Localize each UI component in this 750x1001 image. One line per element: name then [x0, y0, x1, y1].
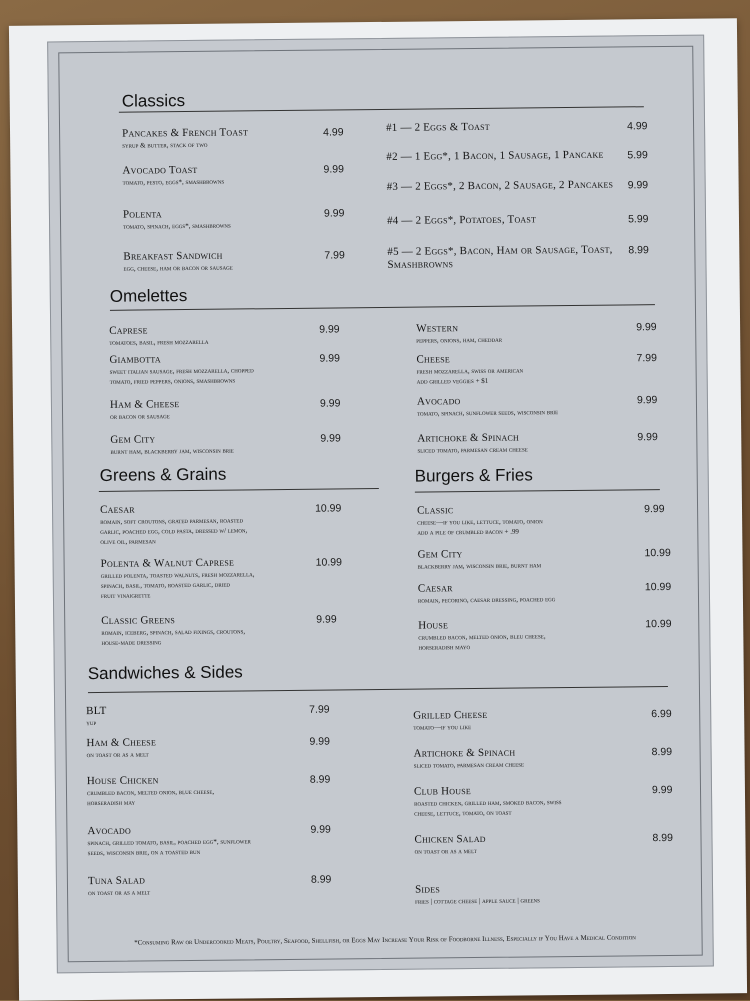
menu-content — [48, 36, 713, 973]
menu-item-name: Club House — [413, 785, 471, 798]
menu-item-price: 9.99 — [323, 207, 345, 220]
menu-item-price: 10.99 — [315, 556, 342, 569]
menu-item-description: tomato—if you like — [413, 723, 472, 732]
menu-item — [86, 703, 299, 728]
menu-item-price: 5.99 — [627, 213, 649, 226]
menu-item-description: horseradish may — [87, 798, 136, 808]
menu-item-description: syrup & butter, stack of two — [122, 140, 208, 150]
section-title-omelettes: Omelettes — [109, 286, 188, 306]
menu-item-description: tomato, spinach, eggs*, smashbrowns — [123, 221, 231, 231]
menu-item-name: Polenta — [122, 208, 162, 221]
menu-item — [414, 783, 642, 818]
menu-item-name: Tuna Salad — [87, 874, 146, 888]
menu-item-name: Artichoke & Spinach — [413, 746, 516, 760]
menu-item — [87, 773, 300, 808]
menu-item-description: yup — [86, 718, 97, 728]
menu-item-price: 9.99 — [636, 321, 657, 334]
menu-item — [86, 735, 299, 760]
menu-item-name: Chicken Salad — [414, 832, 486, 846]
menu-item-name: Cheese — [416, 353, 450, 366]
menu-item — [417, 546, 634, 571]
menu-item — [109, 352, 309, 387]
menu-item-description: sliced tomato, parmesan cream cheese — [413, 760, 525, 770]
menu-item-price: 6.99 — [651, 707, 672, 721]
menu-item-name: Pancakes & French Toast — [122, 126, 249, 140]
menu-item — [122, 126, 313, 151]
menu-item — [123, 207, 314, 232]
menu-item-price: 10.99 — [314, 502, 342, 515]
menu-item-name: Caesar — [417, 582, 453, 595]
menu-item-description: tomato, fried peppers, onions, smashbrowns — [109, 376, 236, 386]
menu-item — [414, 745, 642, 770]
menu-item-name: Avocado — [87, 824, 132, 838]
menu-item — [386, 120, 617, 135]
menu-item-description: crumbled bacon, melted onion, bleu cheese, — [418, 632, 546, 642]
menu-item — [387, 243, 618, 271]
menu-item-description: tomato, spinach, sunflower seeds, wisconsin brie — [417, 408, 559, 418]
menu-item-description: spinach, basil, tomato, roasted garlic, dried — [100, 580, 231, 590]
rule-omelettes — [110, 304, 655, 311]
menu-item — [101, 613, 306, 648]
menu-item-name: #5 — 2 Eggs*, Bacon, Ham or Sausage, Toast, — [387, 243, 613, 258]
menu-item-name: Classic — [417, 504, 454, 517]
menu-item — [87, 823, 300, 858]
menu-item-name: Classic Greens — [101, 614, 176, 627]
menu-item-description: sweet italian sausage, fresh mozzarella, chopped — [109, 366, 254, 376]
rule-burgers — [415, 489, 660, 493]
menu-item-name: Breakfast Sandwich — [123, 249, 223, 263]
menu-item-price: 9.99 — [323, 163, 344, 176]
menu-item — [386, 149, 617, 164]
menu-item-price: 8.99 — [651, 745, 673, 759]
menu-item-price: 9.99 — [320, 432, 341, 445]
section-title-classics: Classics — [121, 91, 186, 111]
menu-item-price: 10.99 — [644, 580, 672, 594]
menu-item — [418, 617, 635, 652]
menu-item-price: 10.99 — [645, 617, 672, 631]
menu-item-price: 9.99 — [644, 503, 665, 516]
rule-greens — [99, 488, 379, 492]
menu-item-price: 9.99 — [319, 352, 340, 365]
menu-item-description: on toast or as a melt — [88, 888, 151, 898]
menu-item-description: tomato, pesto, eggs*, smashbrowns — [122, 177, 225, 187]
menu-item-description: garlic, poached egg, cold pasta, dressed w/ lemon, — [100, 526, 248, 536]
menu-item-name: Giambotta — [109, 353, 161, 366]
menu-item-name: Polenta & Walnut Caprese — [100, 556, 235, 570]
menu-item — [88, 873, 301, 898]
menu-item-price: 7.99 — [324, 249, 345, 262]
menu-item — [416, 351, 626, 386]
menu-item-price: 9.99 — [627, 179, 649, 192]
menu-item — [110, 432, 310, 457]
menu-item-name: House — [418, 619, 449, 632]
menu-item-name: Artichoke & Spinach — [417, 431, 520, 445]
menu-item-price: 8.99 — [628, 244, 649, 257]
section-title-burgers: Burgers & Fries — [414, 465, 533, 486]
menu-item — [417, 393, 627, 418]
menu-item-name: Ham & Cheese — [86, 736, 157, 750]
menu-item-description: house-made dressing — [101, 638, 162, 647]
menu-item-name: #2 — 1 Egg*, 1 Bacon, 1 Sausage, 1 Pancake — [386, 148, 604, 163]
menu-item-name: Western — [416, 322, 459, 335]
menu-item-price: 9.99 — [637, 431, 658, 444]
menu-item-description: fruit vinaigrette — [100, 591, 151, 600]
menu-item-description: seeds, wisconsin brie, on a toasted bun — [87, 847, 201, 858]
rule-classics — [119, 106, 644, 112]
menu-item-description: egg, cheese, ham or bacon or sausage — [123, 263, 233, 273]
menu-item — [387, 178, 618, 193]
menu-item-description: romain, pecorino, caesar dressing, poached egg — [417, 595, 556, 605]
menu-item-name: #4 — 2 Eggs*, Potatoes, Toast — [386, 213, 537, 227]
menu-item-description: romain, iceberg, spinach, salad fixings, croutons, — [101, 627, 246, 637]
menu-item-price: 4.99 — [626, 120, 648, 133]
menu-item-name: Gem City — [110, 433, 156, 446]
menu-item-price: 9.99 — [319, 397, 341, 410]
menu-item-description: spinach, grilled tomato, basil, poached egg*, sunflower — [87, 837, 251, 848]
menu-item — [415, 881, 643, 906]
menu-item — [109, 323, 309, 348]
footnote: *Consuming Raw or Undercooked Meats, Poultry, Seafood, Shellfish, or Eggs May Increase Your Risk of Foodborne Illness, Especially if You Have a Medical Condition — [134, 933, 636, 947]
menu-item-name: House Chicken — [86, 774, 159, 788]
menu-item-name: Avocado Toast — [122, 163, 198, 177]
menu-item-price: 9.99 — [309, 735, 330, 748]
menu-item — [110, 397, 310, 422]
menu-item — [100, 502, 305, 547]
menu-item-description: add a pile of crumbled bacon + .99 — [417, 527, 519, 537]
menu-item — [123, 249, 314, 274]
menu-item-price: 9.99 — [319, 323, 340, 336]
menu-item — [101, 556, 306, 601]
menu-item-name: BLT — [86, 704, 107, 718]
menu-item-price: 9.99 — [310, 823, 331, 836]
menu-item-description: sliced tomato, parmesan cream cheese — [417, 445, 528, 455]
menu-item-description: tomatoes, basil, fresh mozzarella — [109, 337, 209, 347]
menu-item — [416, 320, 626, 345]
menu-item-description: roasted chicken, grilled ham, smoked bacon, swiss — [414, 798, 562, 808]
menu-item-price: 9.99 — [636, 394, 658, 407]
menu-item-description: or bacon or sausage — [110, 412, 170, 421]
menu-item — [417, 502, 634, 537]
menu-item — [413, 707, 641, 732]
menu-item-description: fresh mozzarella, swiss or american — [416, 366, 524, 376]
menu-item-price: 7.99 — [636, 352, 657, 365]
menu-item-description: fries | cottage cheese | apple sauce | greens — [415, 896, 540, 906]
menu-item-name: Sides — [414, 883, 441, 896]
menu-panel — [47, 35, 714, 974]
menu-item-name: Avocado — [416, 395, 461, 408]
menu-item-name: Ham & Cheese — [109, 398, 180, 411]
section-title-sandwiches: Sandwiches & Sides — [87, 662, 243, 684]
rule-sandwiches — [88, 686, 668, 693]
menu-item — [387, 212, 618, 227]
menu-item-description: blackberry jam, wisconsin brie, burnt ham — [417, 561, 542, 571]
menu-item-name: Gem City — [417, 548, 463, 561]
menu-item-name: #1 — 2 Eggs & Toast — [385, 120, 490, 134]
menu-item-price: 9.99 — [651, 783, 673, 797]
menu-item-description: on toast or as a melt — [414, 847, 477, 856]
menu-item-price: 5.99 — [627, 149, 648, 162]
menu-item-description: on toast or as a melt — [86, 750, 149, 760]
menu-item — [418, 580, 635, 605]
section-title-greens: Greens & Grains — [99, 464, 227, 485]
menu-item-price: 10.99 — [644, 546, 671, 560]
menu-item-name: Caesar — [99, 503, 135, 516]
menu-item-price: 7.99 — [309, 703, 330, 716]
menu-item — [417, 430, 627, 455]
menu-item-name: Caprese — [109, 324, 148, 337]
menu-item-price: 8.99 — [309, 773, 331, 786]
menu-item-description: olive oil, parmesan — [100, 537, 156, 546]
menu-item-price: 8.99 — [652, 831, 674, 845]
menu-item-description: cheese—if you like, lettuce, tomato, onion — [417, 517, 543, 527]
menu-item-description: peppers, onions, ham, cheddar — [416, 335, 503, 345]
menu-item-description: romain, soft croutons, grated parmesan, roasted — [100, 516, 244, 526]
menu-item-description: crumbled bacon, melted onion, blue cheese, — [86, 787, 215, 798]
menu-item-description: horseradish mayo — [418, 643, 471, 652]
menu-item-name-cont: Smashbrowns — [387, 258, 454, 271]
menu-item-price: 9.99 — [316, 613, 337, 626]
menu-item-price: 8.99 — [310, 873, 332, 886]
menu-item-description: grilled polenta, toasted walnuts, fresh mozzarella, — [100, 570, 255, 580]
menu-item — [414, 831, 642, 856]
menu-item — [122, 163, 313, 188]
menu-item-price: 4.99 — [323, 126, 344, 139]
menu-item-name: Grilled Cheese — [413, 708, 488, 722]
menu-item-description: cheese, lettuce, tomato, on toast — [414, 808, 512, 818]
menu-item-description: add grilled veggies + $1 — [416, 376, 489, 386]
menu-item-description: burnt ham, blackberry jam, wisconsin brie — [110, 446, 234, 456]
menu-item-name: #3 — 2 Eggs*, 2 Bacon, 2 Sausage, 2 Pancakes — [386, 178, 614, 193]
